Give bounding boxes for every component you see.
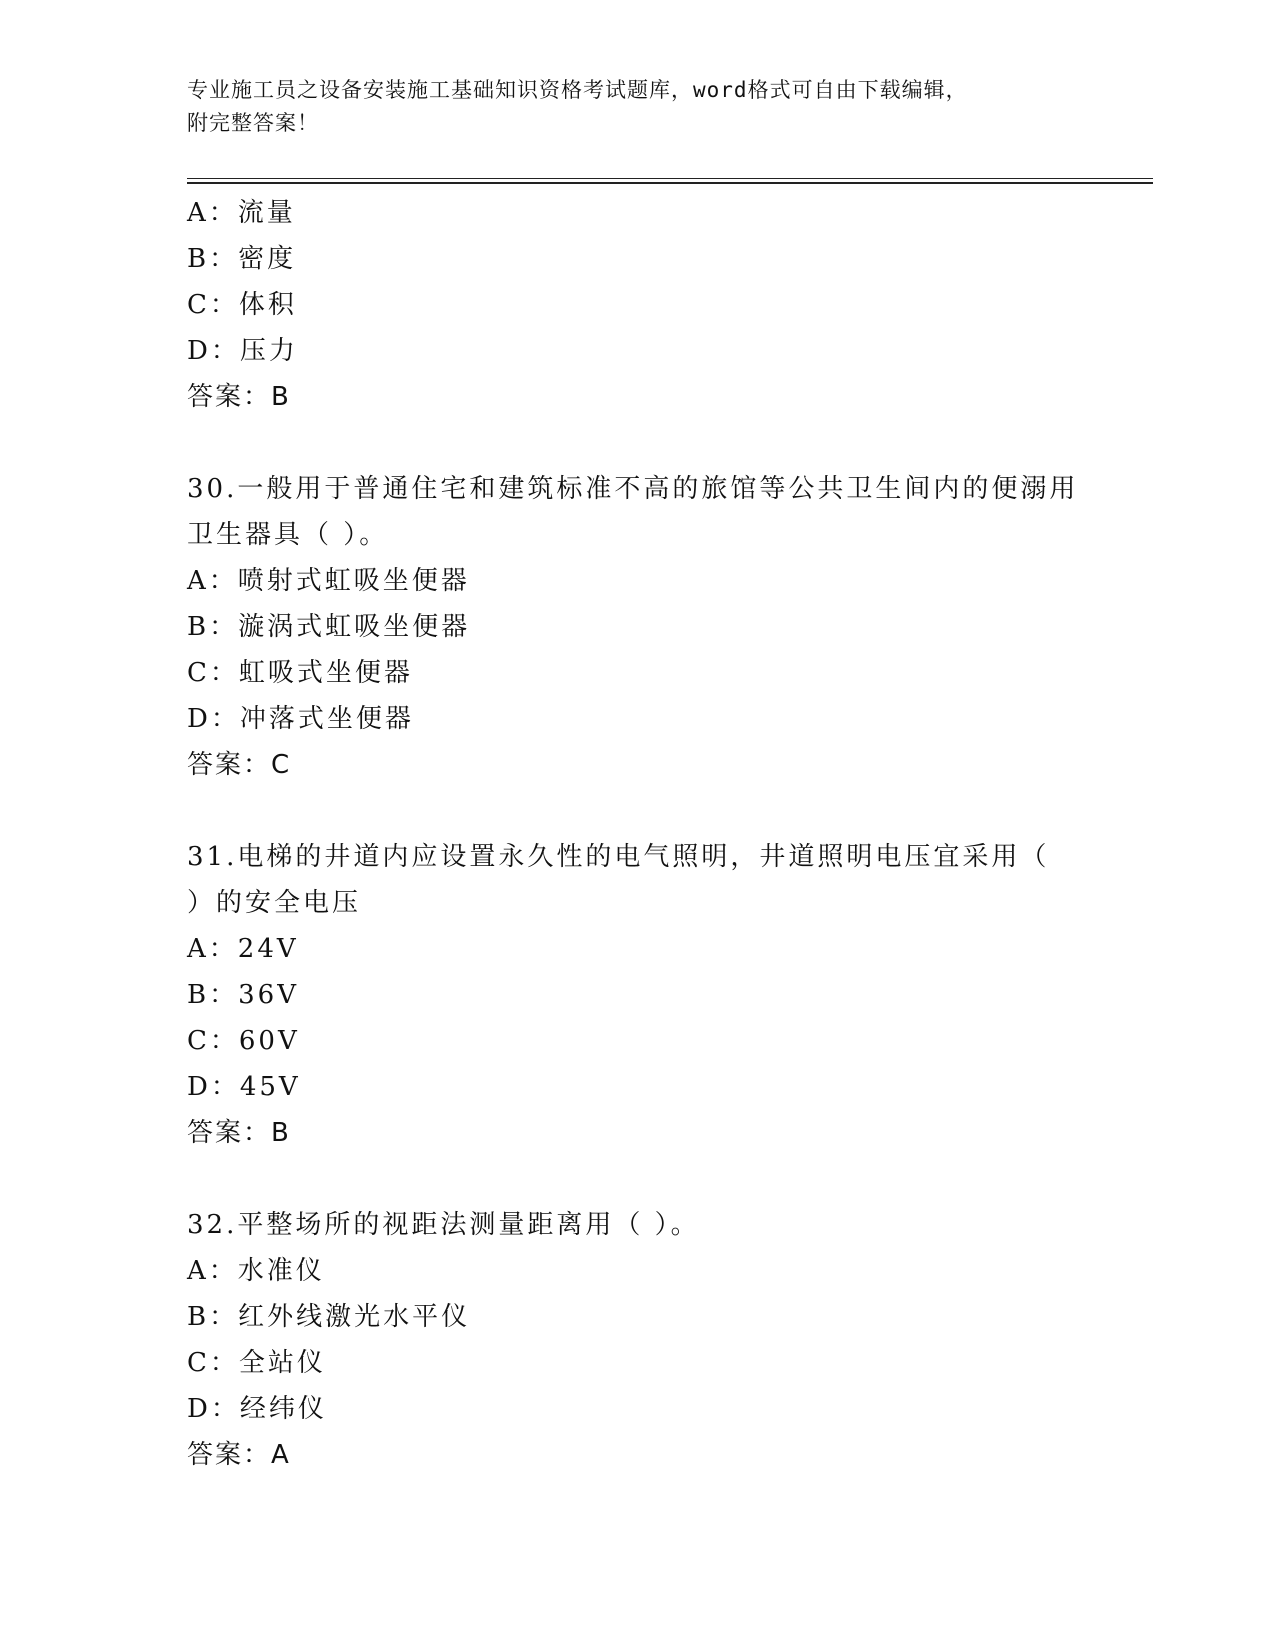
header-line-1: 专业施工员之设备安装施工基础知识资格考试题库，word格式可自由下载编辑， (187, 78, 968, 102)
option-c: C：全站仪 (187, 1348, 326, 1378)
option-c: C：60V (187, 1026, 300, 1056)
question-block (187, 190, 1153, 420)
question-block-30 (187, 466, 1153, 788)
question-text-line: 卫生器具（ ）。 (187, 520, 389, 550)
option-a: A：水准仪 (187, 1256, 325, 1286)
option-b: B：密度 (187, 244, 297, 274)
option-d: D：压力 (187, 336, 298, 366)
answer-line: 答案：B (187, 382, 291, 412)
answer-line: 答案：A (187, 1440, 291, 1470)
spacer (187, 420, 1153, 466)
answer-line: 答案：B (187, 1118, 291, 1148)
question-text-line: 32.平整场所的视距法测量距离用（ ）。 (187, 1210, 700, 1240)
option-b: B：红外线激光水平仪 (187, 1302, 471, 1332)
spacer (187, 788, 1153, 834)
header-divider-thick (187, 182, 1153, 184)
question-text-line: ）的安全电压 (187, 888, 362, 918)
option-c: C：虹吸式坐便器 (187, 658, 413, 688)
option-c: C：体积 (187, 290, 297, 320)
header-line-2: 附完整答案！ (187, 111, 319, 135)
option-b: B：36V (187, 980, 299, 1010)
document-header (187, 74, 1087, 140)
option-d: D：45V (187, 1072, 301, 1102)
option-b: B：漩涡式虹吸坐便器 (187, 612, 471, 642)
option-a: A：喷射式虹吸坐便器 (187, 566, 470, 596)
question-text-line: 31.电梯的井道内应设置永久性的电气照明，井道照明电压宜采用（ (187, 842, 1050, 872)
option-a: A：24V (187, 934, 299, 964)
option-d: D：经纬仪 (187, 1394, 327, 1424)
option-d: D：冲落式坐便器 (187, 704, 414, 734)
header-divider-thin (187, 178, 1153, 179)
question-text-line: 30.一般用于普通住宅和建筑标准不高的旅馆等公共卫生间内的便溺用 (187, 474, 1079, 504)
spacer (187, 1156, 1153, 1202)
option-a: A：流量 (187, 198, 296, 228)
question-block-32 (187, 1202, 1153, 1478)
question-list (187, 190, 1153, 1478)
answer-line: 答案：C (187, 750, 292, 780)
question-block-31 (187, 834, 1153, 1156)
